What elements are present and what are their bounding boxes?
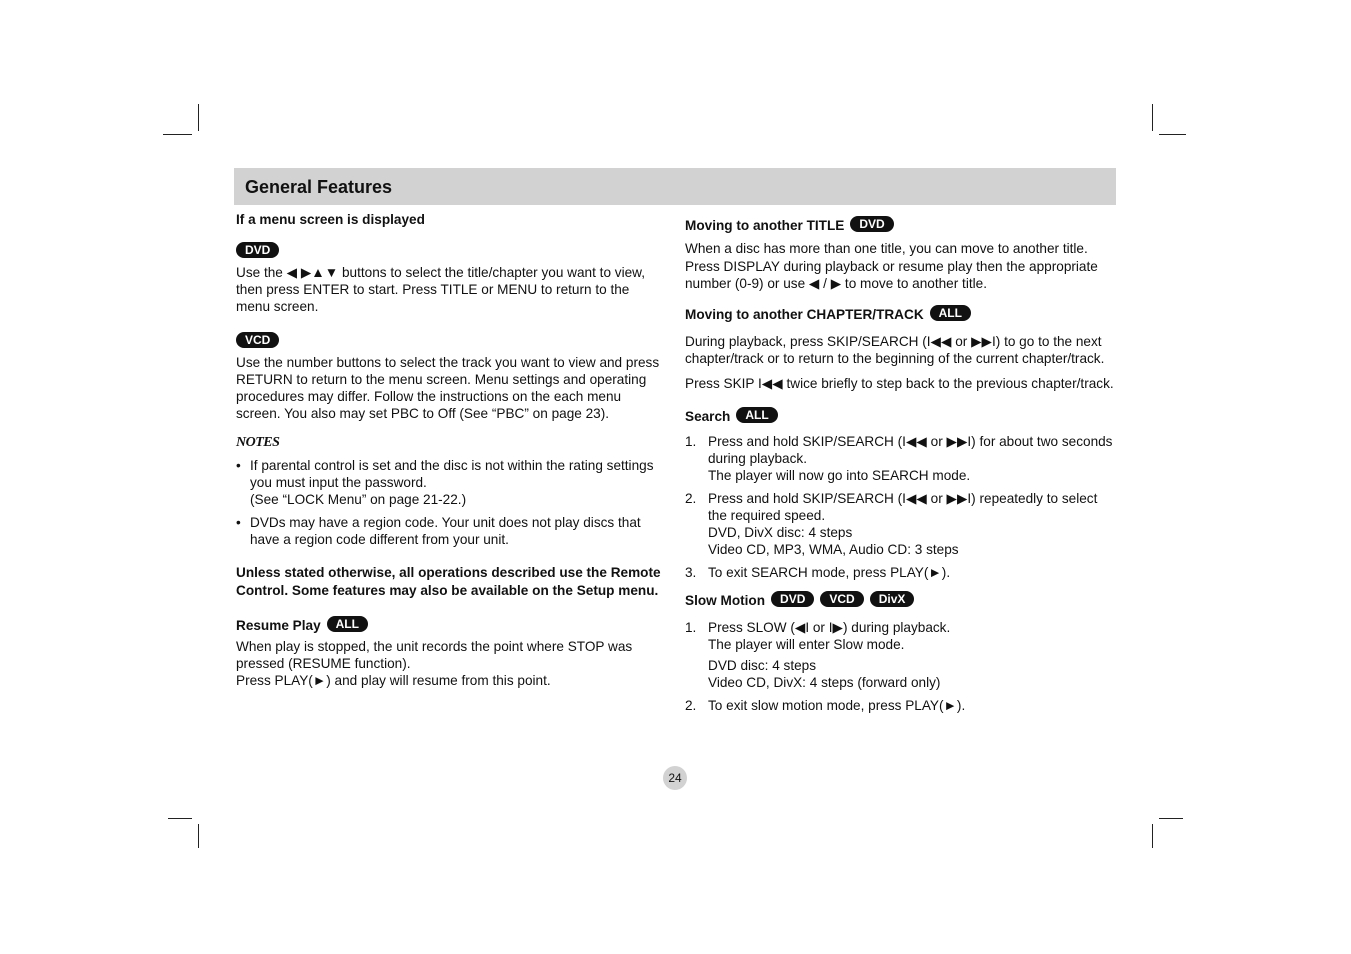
- list-item: [685, 619, 1115, 691]
- dvd-badge: DVD: [850, 216, 893, 232]
- dvd-badge: DVD: [236, 242, 279, 258]
- vcd-badge: VCD: [820, 591, 863, 607]
- dvd-badge: DVD: [771, 591, 814, 607]
- search-steps: [685, 433, 1115, 581]
- step-detail: Video CD, MP3, WMA, Audio CD: 3 steps: [708, 541, 959, 557]
- step-text: Press and hold SKIP/SEARCH (I◀◀ or ▶▶I) repeatedly to select the required speed.: [708, 490, 1098, 523]
- vcd-text: Use the number buttons to select the track you want to view and press RETURN to return to the menu screen. Menu settings and operating procedures may differ. Follow the instructions on the each menu screen. You also may set PBC to Off (See “PBC” on page 23).: [236, 355, 660, 421]
- search-heading: Search: [685, 408, 731, 424]
- right-column: [685, 216, 1115, 720]
- chapter-heading: Moving to another CHAPTER/TRACK: [685, 306, 924, 322]
- dvd-text: Use the ◀ ▶▲▼ buttons to select the title/chapter you want to view, then press ENTER to start. Press TITLE or MENU to return to the menu screen.: [236, 265, 646, 314]
- crop-mark: [1152, 824, 1153, 848]
- all-badge: ALL: [327, 616, 368, 632]
- step-number: 2.: [685, 490, 697, 506]
- slow-steps: [685, 619, 1115, 714]
- step-text: Press and hold SKIP/SEARCH (I◀◀ or ▶▶I) for about two seconds during playback.: [708, 433, 1113, 466]
- step-detail: The player will now go into SEARCH mode.: [708, 467, 971, 483]
- resume-instruction: Press PLAY(►) and play will resume from this point.: [236, 673, 551, 688]
- crop-mark: [168, 818, 192, 819]
- resume-text: When play is stopped, the unit records the point where STOP was pressed (RESUME function).: [236, 639, 633, 671]
- title-text: When a disc has more than one title, you can move to another title. Press DISPLAY during playback or resume play then the appropriate number (0-9) or use ◀ / ▶ to move to another title.: [685, 241, 1098, 291]
- left-column: [236, 211, 666, 689]
- step-detail: DVD, DivX disc: 4 steps: [708, 524, 853, 540]
- menu-heading: If a menu screen is displayed: [236, 212, 425, 227]
- vcd-badge: VCD: [236, 332, 279, 348]
- divx-badge: DivX: [870, 591, 915, 607]
- notes-title: NOTES: [236, 435, 280, 450]
- step-text: Press SLOW (◀I or I▶) during playback.: [708, 619, 951, 635]
- list-item: [685, 564, 1115, 581]
- section-header: [234, 168, 1116, 205]
- chapter-text: During playback, press SKIP/SEARCH (I◀◀ or ▶▶I) to go to the next chapter/track or to return to the beginning of the current chapter/track.: [685, 333, 1105, 366]
- list-item: [236, 514, 666, 548]
- list-item: [685, 697, 1115, 714]
- note-text: DVDs may have a region code. Your unit does not play discs that have a region code different from your unit.: [250, 515, 641, 547]
- crop-mark: [198, 824, 199, 848]
- step-number: 1.: [685, 619, 697, 635]
- remote-control-note: Unless stated otherwise, all operations described use the Remote Control. Some features may also be available on the Setup menu.: [236, 565, 661, 598]
- crop-mark: [1159, 134, 1186, 135]
- step-detail: The player will enter Slow mode.: [708, 636, 905, 652]
- step-number: 2.: [685, 697, 697, 713]
- crop-mark: [1152, 104, 1153, 131]
- all-badge: ALL: [736, 407, 777, 423]
- page-number: 24: [663, 766, 687, 790]
- crop-mark: [198, 104, 199, 131]
- notes-list: [236, 457, 666, 548]
- note-text: If parental control is set and the disc is not within the rating settings you must input the password.: [250, 458, 654, 490]
- step-detail: Video CD, DivX: 4 steps (forward only): [708, 674, 941, 690]
- list-item: [685, 433, 1115, 484]
- slow-heading: Slow Motion: [685, 592, 766, 608]
- skip-back-text: Press SKIP I◀◀ twice briefly to step back to the previous chapter/track.: [685, 375, 1114, 391]
- list-item: [685, 490, 1115, 558]
- all-badge: ALL: [930, 305, 971, 321]
- page-title: General Features: [245, 177, 393, 197]
- crop-mark: [163, 134, 192, 135]
- resume-heading: Resume Play: [236, 618, 321, 633]
- step-detail: DVD disc: 4 steps: [708, 657, 817, 673]
- step-text: To exit SEARCH mode, press PLAY(►).: [708, 564, 951, 580]
- note-reference: (See “LOCK Menu” on page 21-22.): [250, 492, 467, 507]
- step-number: 1.: [685, 433, 697, 449]
- step-text: To exit slow motion mode, press PLAY(►).: [708, 697, 966, 713]
- crop-mark: [1159, 818, 1183, 819]
- step-number: 3.: [685, 564, 697, 580]
- title-heading: Moving to another TITLE: [685, 218, 845, 233]
- list-item: [236, 457, 666, 508]
